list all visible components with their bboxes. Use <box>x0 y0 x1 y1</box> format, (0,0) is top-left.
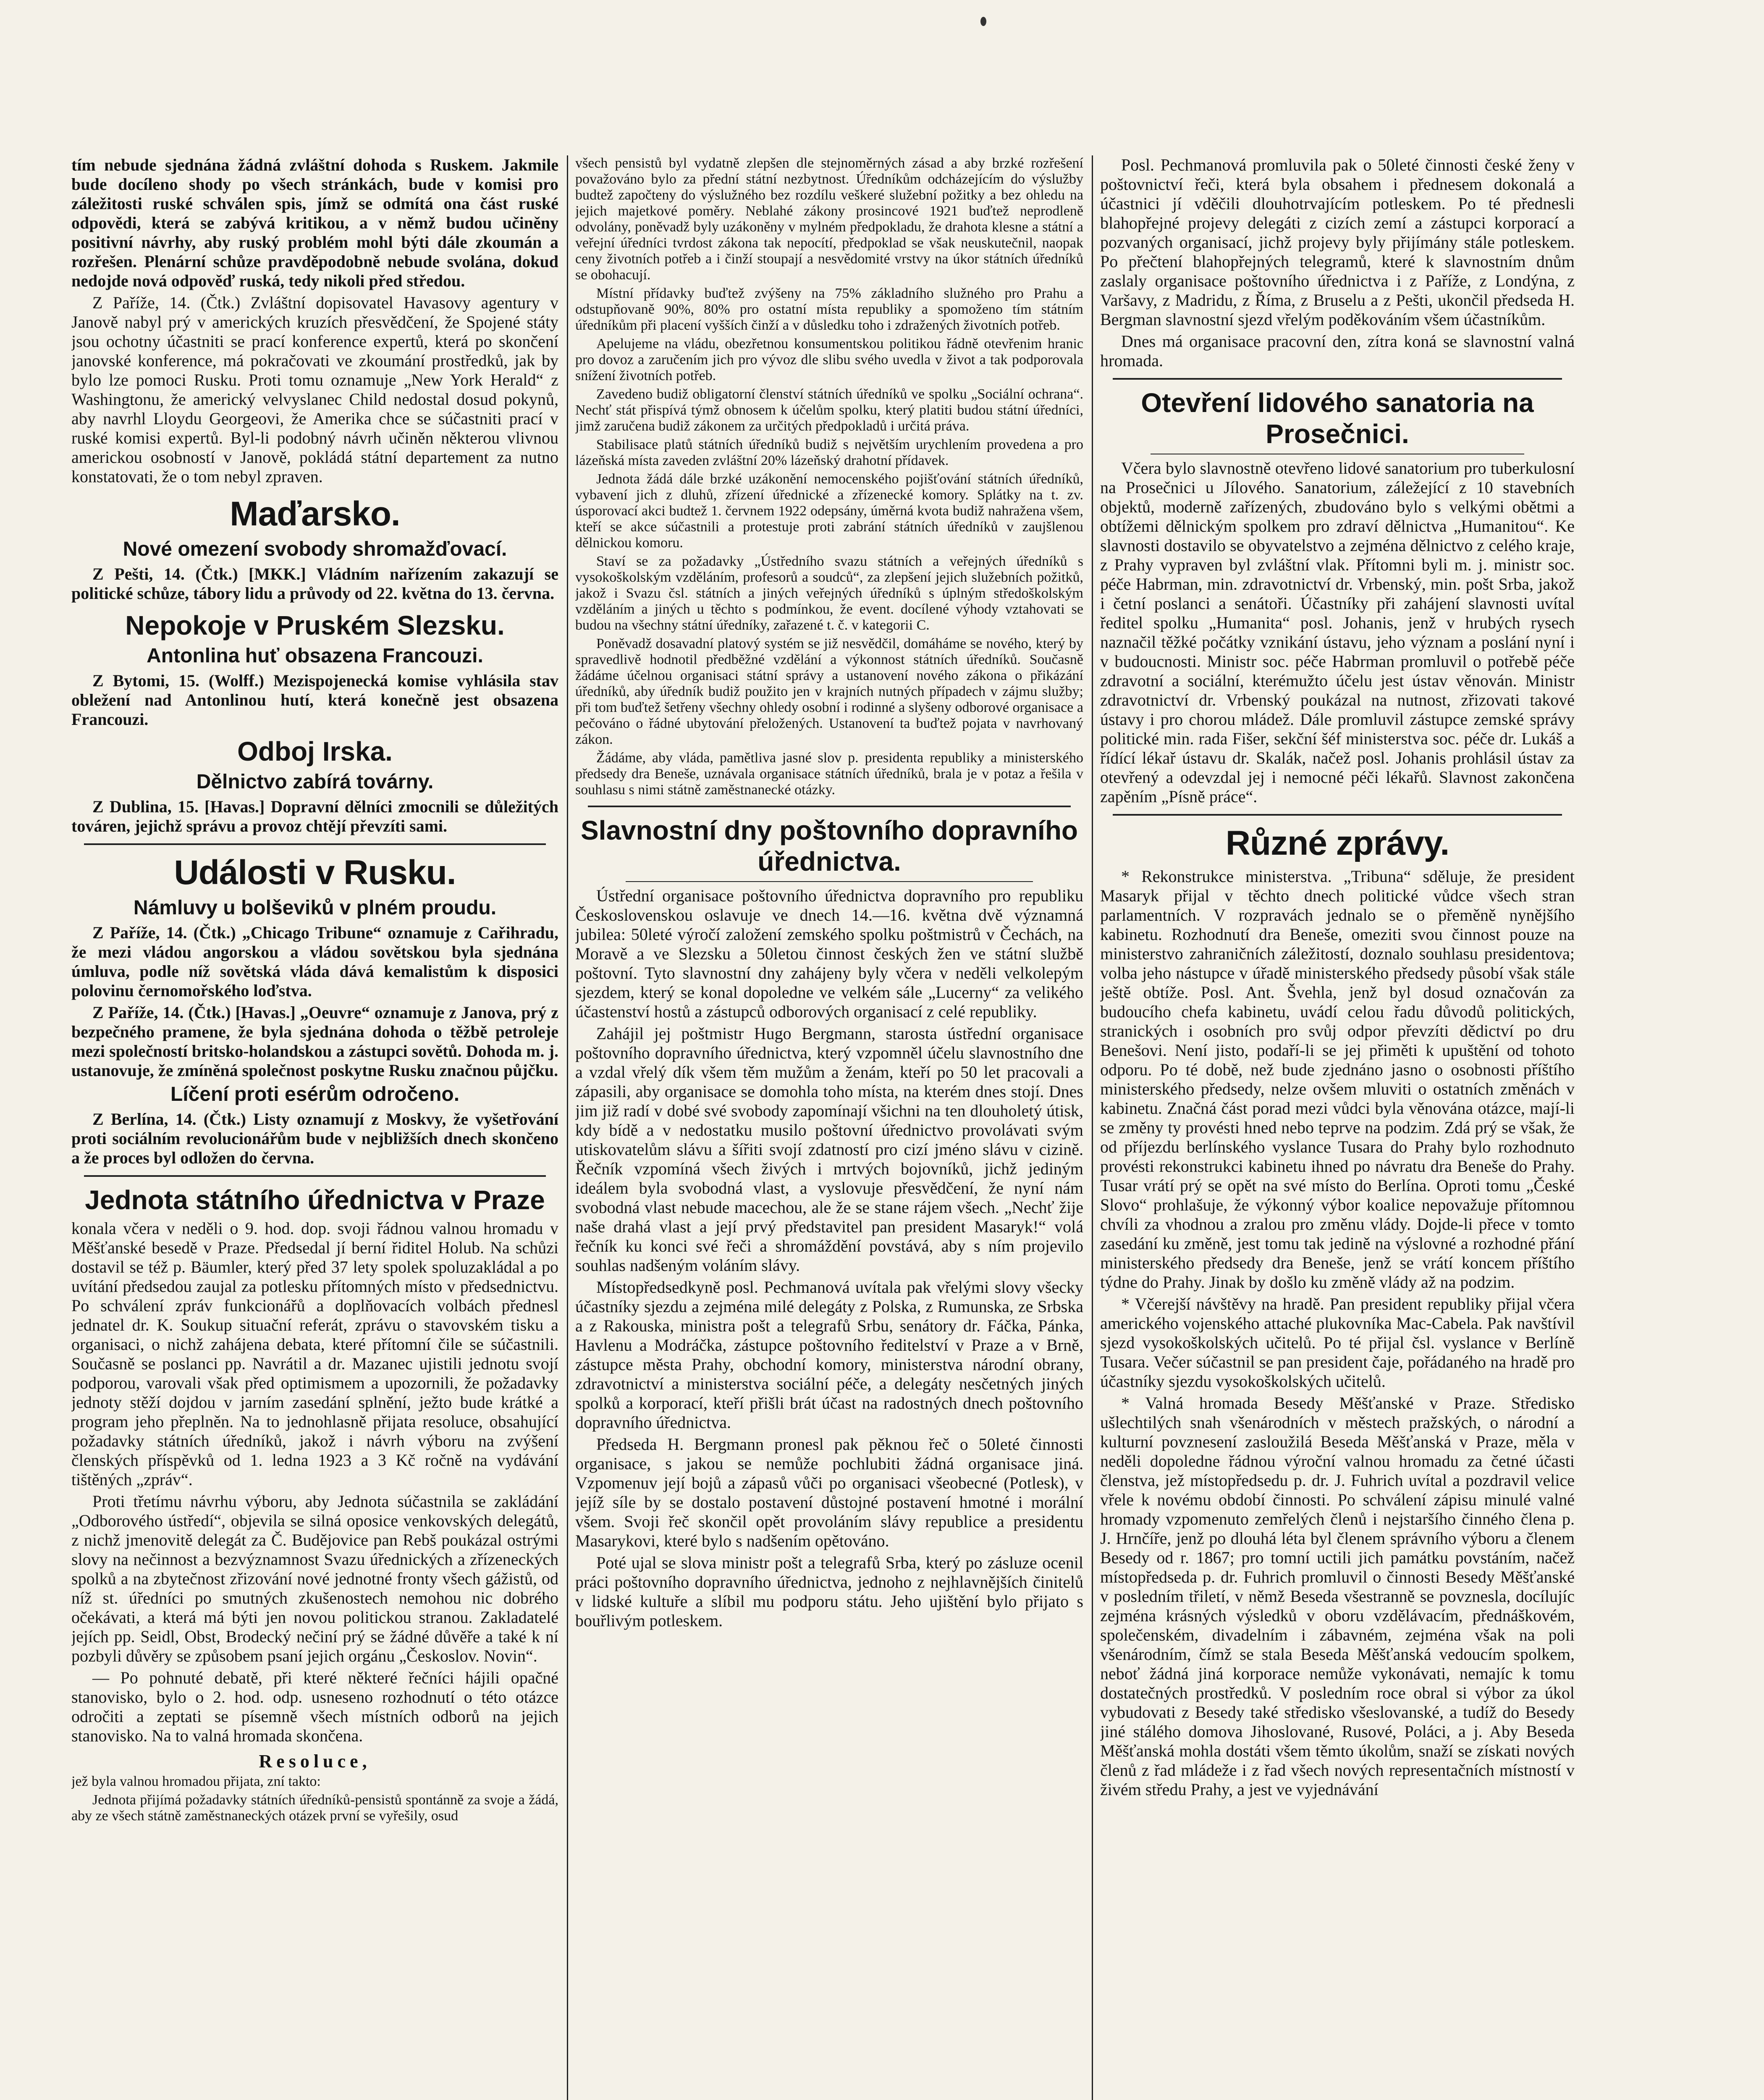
article-text: Místní přídavky buďtež zvýšeny na 75% základního služného pro Prahu a odstupňovaně 90%, 80% pro ostatní místa republiky a spomoženo tím státním úředníkům při placení vyšších činží a v důsledku toho i zdražených životních potřeb. <box>575 286 1083 333</box>
divider <box>84 843 546 845</box>
column-left <box>71 155 558 2100</box>
divider <box>626 881 1033 882</box>
article-text: Z Dublina, 15. [Havas.] Dopravní dělníci zmocnili se důležitých továren, jejichž správu a provoz chtějí převzíti sami. <box>71 797 558 835</box>
column-rule <box>1092 155 1093 2100</box>
article-text: Žádáme, aby vláda, pamětliva jasné slov p. presidenta republiky a ministerského předsedy dra Beneše, uznávala organisace státních úředníků, brala je v potaz a řešila v souhlasu s nimi státně zaměstnanecké otázky. <box>575 750 1083 798</box>
page-speck <box>980 17 986 26</box>
article-text: * Valná hromada Besedy Měšťanské v Praze. Středisko ušlechtilých snah všenárodních v městech pražských, o národní a kulturní povznesení zasloužilá Beseda Měšťanská v Praze, měla v neděli dopoledne řádnou výroční valnou hromadu za četné účasti členstva, jež místopředsedu p. dr. J. Fuhrich uvítal a pozdravil velice vřele k novému období činnosti. Po schválení zápisu minulé valné hromady vzpomenuto zemřelých členů i nejstaršího činného člena p. J. Hrnčíře, jenž po dlouhá léta byl členem správního výboru a členem Besedy od r. 1867; pro tomní uctili jich památku povstáním, načež místopředseda p. dr. Fuhrich promluvil o činnosti Besedy Měšťanské v posledním třiletí, v němž Beseda všestranně se povznesla, docílujíc zejména krásných výsledků v oboru vzdělávacím, přednáškovém, společenském, divadelním i zábavném, zejména však na poli všenárodním, čímž se stala Beseda Měšťanská vedoucím spolkem, neboť žádná jiná korporace nemůže vykonávati, nemajíc k tomu dostatečných prostředků. V posledním roce obral si výbor za úkol vybudovati z Besedy také středisko všeslovanské, a tudíž do Besedy jiné stálého domova Jihoslované, Rusové, Poláci, a j. Aby Beseda Měšťanská mohla dostáti všem těmto úkolům, snaží se získati nových členů z řad mládeže i z řad všech nových representačních místností v živém středu Prahy, a jest ve vyjednávání <box>1100 1394 1575 1799</box>
subheading: Resoluce, <box>259 1751 371 1772</box>
article-text: jež byla valnou hromadou přijata, zní takto: <box>71 1774 321 1789</box>
article-text: Z Bytomi, 15. (Wolff.) Mezispojenecká komise vyhlásila stav obležení nad Antonlinou hutí, která konečně jest obsazena Francouzi. <box>71 671 558 729</box>
article-text: Proti třetímu návrhu výboru, aby Jednota súčastnila se zakládání „Odborového ústředí“, objevila se silná oposice venkovských delegátů, z nichž jmenovitě delegát za Č. Budějovice pan Rebš poukázal ostrými slovy na nečinnost a bezvýznamnost Svazu úřednických a zřízeneckých spolků a na zbytečnost zřizování nové jednotné fronty všech gážistů, od níž st. úředníci po smutných zkušenostech nemohou nic dobrého očekávati, a která má býti jen novou politickou stranou. Zakladatelé jejích pp. Seidl, Obst, Brodecký nečiní prý se žádné důvěře a také k ní pozbyli důvěry se způsobem psaní jejich orgánu „Českoslov. Novin“. <box>71 1492 558 1665</box>
article-text: tím nebude sjednána žádná zvláštní dohoda s Ruskem. Jakmile bude docíleno shody po všech stránkách, bude v komisi pro záležitosti ruské schválen spis, jímž se odmítá ona část ruské odpovědi, která se zabývá kritikou, a v němž budou učiněny positivní návrhy, aby ruský problém mohl býti dále zkoumán a rozřešen. Plenární schůze pravděpodobně nebude svolána, dokud nedojde nová odpověď ruská, tedy nikoli před středou. <box>71 155 558 290</box>
article-text: Stabilisace platů státních úředníků budiž s největším urychlením provedena a pro lázeňská místa zaveden zvláštní 20% lázeňský drahotní přídavek. <box>575 437 1083 468</box>
divider <box>84 1175 546 1177</box>
section-heading: Jednota státního úřednictva v Praze <box>85 1185 545 1215</box>
article-text: Jednota žádá dále brzké uzákonění nemocenského pojišťování státních úředníků, vybavení jich z dluhů, zřízení úřednické a zřízenecké komory. Splátky na t. zv. úsporovací akci budtež 1. červnem 1922 odepsány, úměrná kvota budiž nahražena všem, kteří se akce súčastnili a protestuje proti zabrání státních úředníků v zaujšlenou dělnickou komoru. <box>575 471 1083 551</box>
section-heading: Odboj Irska. <box>237 736 393 766</box>
section-heading: Otevření lidového sanatoria na Prosečnici. <box>1141 388 1534 449</box>
article-text: Z Pešti, 14. (Čtk.) [MKK.] Vládním nařízením zakazují se politické schůze, tábory lidu a průvody od 22. května do 13. června. <box>71 564 558 603</box>
divider <box>588 806 1071 807</box>
article-text: Z Berlína, 14. (Čtk.) Listy oznamují z Moskvy, že vyšetřování proti sociálním revolucionářům bude v nejbližších dnech skončeno a že proces byl odložen do června. <box>71 1110 558 1167</box>
article-text: Posl. Pechmanová promluvila pak o 50leté činnosti české ženy v poštovnictví řeči, která byla obsahem i přednesem dokonalá a účastnici jí vděčili dlouhotrvajícím potleskem. Po té přednesli blahopřejné projevy delegáti z cizích zemí a zástupci korporací a pozvaných organisací, jichž projevy byly přijímány stále potleskem. Po přečtení blahopřejných telegramů, které k slavnostním dnům zaslaly organisace poštovního úřednictva i z Paříže, z Londýna, z Varšavy, z Madridu, z Říma, z Bruselu a z Pešti, ukončil předseda H. Bergman slavnostní sjezd vřelým poděkováním všem účastníkům. <box>1100 155 1575 329</box>
article-text: Ústřední organisace poštovního úřednictva dopravního pro republiku Československou oslavuje ve dnech 14.—16. května dvě významná jubilea: 50leté výročí založení zemského spolku poštmistrů v Čechách, na Moravě a ve Slezsku a 50letou činnost českých žen ve státní službě poštovní. Tyto slavnostní dny zahájeny byly včera v neděli velkolepým sjezdem, který se konal dopoledne ve velkém sále „Lucerny“ za velikého účastenství hostů a zástupců odborových organisací z celé republiky. <box>575 886 1083 1021</box>
subheading: Líčení proti esérům odročeno. <box>170 1083 460 1105</box>
article-text: Jednota přijímá požadavky státních úředníků-pensistů spontánně za svoje a žádá, aby ze všech státně zaměstnaneckých otázek první se vyřešily, osud <box>71 1792 558 1824</box>
article-text: Z Paříže, 14. (Čtk.) [Havas.] „Oeuvre“ oznamuje z Janova, prý z bezpečného pramene, že byla sjednána dohoda o těžbě petroleje mezi společností britsko-holandskou a zástupci sovětů. Dohoda m. j. ustanovuje, že zmíněná společnost poskytne Rusku značnou půjčku. <box>71 1003 558 1080</box>
section-heading: Různé zprávy. <box>1225 824 1449 862</box>
article-text: konala včera v neděli o 9. hod. dop. svoji řádnou valnou hromadu v Měšťanské besedě v Praze. Předsedal jí berní řiditel Holub. Na schůzi dostavil se též p. Bäumler, který před 37 lety spolek spoluzakládal a po uvítání předsedou zaujal za potlesku přítomných místo v předsednictvu. Po schválení zpráv funkcionářů a doplňovacích volbách přednesl jednatel dr. K. Soukup situační referát, zprávu o stavovském tisku a organisaci, o nichž zahájena debata, které přítomní čile se súčastnili. Současně se poslanci pp. Navrátil a dr. Mazanec ujistili jednotu svojí podporou, varovali však před optimismem a upozornili, že požadavky jednoty stěží dojdou v jarním zasedání splnění, ježto bude krátké a program jeho přeplněn. Na to jednohlasně přijata resoluce, obsahující požadavky státních úředníků, jakož i návrh výboru na zvýšení členských příspěvků od 1. ledna 1923 a 3 Kč ročně na vydávání tištěných „zpráv“. <box>71 1219 558 1489</box>
subheading: Antonlina huť obsazena Francouzi. <box>147 645 483 667</box>
article-text: Z Paříže, 14. (Čtk.) „Chicago Tribune“ oznamuje z Cařihradu, že mezi vládou angorskou a vládou sovětskou byla sjednána úmluva, podle níž sovětská vláda dává kemalistům k disposici polovinu černomořského loďstva. <box>71 923 558 1000</box>
divider <box>1113 378 1562 380</box>
column-rule <box>567 155 568 2100</box>
article-text: Poněvadž dosavadní platový systém se již nesvědčil, domáháme se nového, který by spravedlivě hodnotil předběžné vzdělání a výkonnost státních úředníků. Současně žádáme účelnou organisaci státní správy a ustanovení nového zákona o přikázání úředníků, aby úředník budiž použito jen v krajních nutných případech v zájmu služby; při tom buďtež šetřeny všechny ohledy osobní i rodinné a slyšeny odborové organisace a pečováno o řádné ubytování přeložených. Ustanovení ta buďtež pojata v navrhovaný zákon. <box>575 636 1083 747</box>
section-heading: Nepokoje v Pruském Slezsku. <box>125 610 505 640</box>
column-middle <box>575 155 1083 2100</box>
article-text: Místopředsedkyně posl. Pechmanová uvítala pak vřelými slovy všecky účastníky sjezdu a zejména milé delegáty z Polska, z Rumunska, ze Srbska a z Rakouska, ministra pošt a telegrafů Srbu, senátory dr. Fáčka, Pánka, Havlenu a Modráčka, zástupce poštovního ředitelství v Praze a v Brně, zástupce města Prahy, obchodní komory, ministerstva národní obrany, zdravotnictví a ministerstva sociální péče, a delegáty nesčetných jiných spolků a korporací, kteří přišli brát účast na radostných dnech poštovního dopravního úřednictva. <box>575 1278 1083 1432</box>
column-right <box>1100 155 1575 2100</box>
article-text: všech pensistů byl vydatně zlepšen dle stejnoměrných zásad a aby brzké rozřešení považováno bylo za přední státní nezbytnost. Úředníkům odcházejícím do výslužby budtež započteny do výslužného bez rozdílu veškeré služební požitky a bez ohledu na jejich majetkové poměry. Neblahé zákony prosincové 1921 buďtež neprodleně odvolány, poněvadž byly uzákoněny v mylném předpokladu, že drahota klesne a státní a veřejní úředníci tvrdost zákona tak nepocítí, předpoklad se však neuskutečnil, naopak ceny životních potřeb a i činží stoupají a nesvědomité vrstvy na úkor státních úředníků se obohacují. <box>575 155 1083 283</box>
article-text: Staví se za požadavky „Ústředního svazu státních a veřejných úředníků s vysokoškolským vzděláním, profesorů a soudců“, za zlepšení jejich služebních požitků, jakož i Svazu čsl. státních a jiných veřejných úředníků s úplným středoškolským vzděláním a jiných u těchto s podmínkou, že event. docílené výhody vztahovati se budou na všechny státní úředníky, zařazené t. č. v kategorii C. <box>575 554 1083 633</box>
article-text: Poté ujal se slova ministr pošt a telegrafů Srba, který po zásluze ocenil práci poštovního dopravního úřednictva, jednoho z nejhlavnějších činitelů v lidské kultuře a slíbil mu podporu státu. Jeho ujištění bylo přijato s bouřlivým potleskem. <box>575 1553 1083 1630</box>
subheading: Nové omezení svobody shromažďovací. <box>123 538 507 560</box>
section-heading: Události v Rusku. <box>174 853 456 892</box>
article-text: Předseda H. Bergmann pronesl pak pěknou řeč o 50leté činnosti organisace, s jakou se nemůže pochlubiti žádná organisace jiná. Vzpomenuv její bojů a zápasů vůči po organisaci všeobecné (Potlesk), v jejíž síle by se dostalo postavení důstojné postavení hmotné i morální všem. Svoji řeč skončil opět provoláním slávy republice a presidentu Masarykovi, které bylo s nadšením opětováno. <box>575 1435 1083 1550</box>
article-text: * Včerejší návštěvy na hradě. Pan president republiky přijal včera amerického vojenského attaché plukovníka Mac-Cabela. Pak navštívil sjezd vysokoškolských učitelů. Po té přijal čsl. vyslance v Berlíně Tusara. Večer súčastnil se pan president čaje, pořádaného na hradě pro účastníky sjezdu vysokoškolských učitelů. <box>1100 1294 1575 1391</box>
newspaper-page <box>71 155 1575 2100</box>
article-text: Dnes má organisace pracovní den, zítra koná se slavnostní valná hromada. <box>1100 332 1575 370</box>
subheading: Námluvy u bolševiků v plném proudu. <box>133 897 497 919</box>
article-text: Včera bylo slavnostně otevřeno lidové sanatorium pro tuberkulosní na Prosečnici u Jílového. Sanatorium, záležející z 10 stavebních objektů, moderně zařízených, zbudováno bylo s velkými obětmi a obtížemi dělnickým spolkem pro zdraví dělnictva „Humanitou“. Ke slavnosti dostavilo se obyvatelstvo a zejména dělnictvo z celého kraje, z Prahy vypraven byl zvláštní vlak. Přítomni byli m. j. ministr soc. péče Habrman, min. zdravotnictví dr. Vrbenský, min. pošt Srba, jakož i četní poslanci a senátoři. Účastníky při zahájení slavnosti uvítal ředitel spolku „Humanita“ posl. Johanis, jenž v hrubých rysech naznačil těžké počátky vznikání ústavu, jeho význam a poslání nyní i v budoucnosti. Ministr soc. péče Habrman promluvil o potřebě péče zdravotní a sociální, kterémužto účelu jest ústav věnován. Ministr zdravotnictví dr. Vrbenský poukázal na nutnost, zřizovati takové ústavy i pro chorou mládež. Dále promluvil zástupce zemské správy politické min. rada Fišer, sekční šéf ministerstva soc. péče dr. Lukáš a řídící lékař ústavu dr. Skalák, načež posl. Johanis prohlásil ústav za otevřený a odevzdal jej i nemocné péči lékařů. Slavnost zakončena zapěním „Písně práce“. <box>1100 459 1575 806</box>
article-text: Zahájil jej poštmistr Hugo Bergmann, starosta ústřední organisace poštovního dopravního úřednictva, který vzpomněl účelu slavnostního dne a vzdal vřelý dík všem těm mužům a ženám, kteří po 50 let pracovali a zápasili, aby organisace se domohla toho místa, na kterém dnes stojí. Dnes jim již radí v dobé své svobody zapomínají všichni na ten dlouholetý útisk, kdy bídě a v nedostatku musilo poštovní úřednictvo provolávati svým utiskovatelům slávu a šířiti svojí zdatností pro cizí jméno slávu v cizině. Řečník vzpomíná všech živých i mrtvých bojovníků, jichž jediným ideálem byla svobodná vlast, a vyslovuje přesvědčení, že nyní nám svobodná vlast nebude macechou, ale že se stane rájem všech. „Nechť žije naše drahá vlast a její prvý představitel pan president Masaryk!“ volá řečník ku konci své řeči a shromáždění povstává, aby s ním projevilo souhlas nadšeným voláním slávy. <box>575 1024 1083 1275</box>
article-text: — Po pohnuté debatě, při které některé řečníci hájili opačné stanovisko, bylo o 2. hod. odp. usneseno rozhodnutí o této otázce odročiti a zeptati se písemně všech místních odborů na jejich stanovisko. Na to valná hromada skončena. <box>71 1668 558 1745</box>
section-heading: Maďarsko. <box>230 495 400 533</box>
article-text: Zavedeno budiž obligatorní členství státních úředníků ve spolku „Sociální ochrana“. Nechť stát přispívá týmž obnosem k účelům spolku, který platiti budou státní úředníci, jimž zaručena budiž zákonem za určitých předpokladů i určitá práva. <box>575 386 1083 434</box>
article-text: Apelujeme na vládu, obezřetnou konsumentskou politikou řádně otevřenim hranic pro dovoz a zaručením jich pro vývoz dle slibu svého uvedla v život a tak podporovala snížení životních potřeb. <box>575 336 1083 383</box>
section-heading: Slavnostní dny poštovního dopravního úřednictva. <box>580 815 1078 877</box>
article-text: Z Paříže, 14. (Čtk.) Zvláštní dopisovatel Havasovy agentury v Janově nabyl prý v amerických kruzích přesvědčení, že Spojené státy jsou ochotny účastniti se prací konference expertů, která po skončení janovské konference, má pokračovati ve zkoumání prostředků, jak by bylo lze pomoci Rusku. Proti tomu oznamuje „New York Herald“ z Washingtonu, že americký velvyslanec Child nedostal dosud pokynů, aby navrhl Lloydu Georgeovi, že Amerika chce se súčastniti prací v ruské komisi expertů. Byl-li podobný návrh učiněn některou vlivnou americkou osobností v Janově, pokládá státní departement za nutno konstatovati, že o tom nebyl zpraven. <box>71 293 558 486</box>
subheading: Dělnictvo zabírá továrny. <box>196 771 434 793</box>
article-text: * Rekonstrukce ministerstva. „Tribuna“ sděluje, že president Masaryk přijal v těchto dnech politické vůdce všech stran parlamentních. V rozpravách jednalo se o přeměně nynějšího kabinetu. Rozhodnutí dra Beneše, omeziti svou činnost pouze na ministerstvo zahraničních záležitostí, doznalo souhlasu presidentova; volba jeho nástupce v úřadě ministerského předsedy působí však stále ještě obtíže. Posl. Ant. Švehla, jenž byl dosud označován za budoucího chefa kabinetu, uvádí celou řadu důvodů politických, stranických i osobních pro svůj odpor převzíti dědictví po dru Benešovi. Není jisto, podaří-li se jej přiměti k upuštění od tohoto odporu. Po té době, než bude zjednáno jasno o osobnosti příštího ministerského předsedy, nelze ovšem mluviti o ostatních změnách v kabinetu. Značná část porad mezi vůdci byla věnována otázce, mají-li se změny ty provésti hned nebo teprve na podzim. Zdá prý se však, že od příjezdu berlínského vyslance Tusara do Prahy bylo rozhodnuto provésti rekonstrukci kabinetu ihned po návratu dra Beneše do Prahy. Tusar vrátí prý se opět na své místo do Berlína. Oproti tomu „České Slovo“ prohlašuje, že výkonný výbor koalice nepovažuje přítomnou chvíli za vhodnou a zralou pro změnu vlády. Dojde-li přece v tomto zasedání ku změně, jest tomu tak jedině na výslovné a rozhodné přání ministerského předsedy dra Beneše, jenž se vrátí koncem příštího týdne do Prahy. Jinak by došlo ku změně vlády až na podzim. <box>1100 867 1575 1292</box>
divider <box>1113 814 1562 816</box>
